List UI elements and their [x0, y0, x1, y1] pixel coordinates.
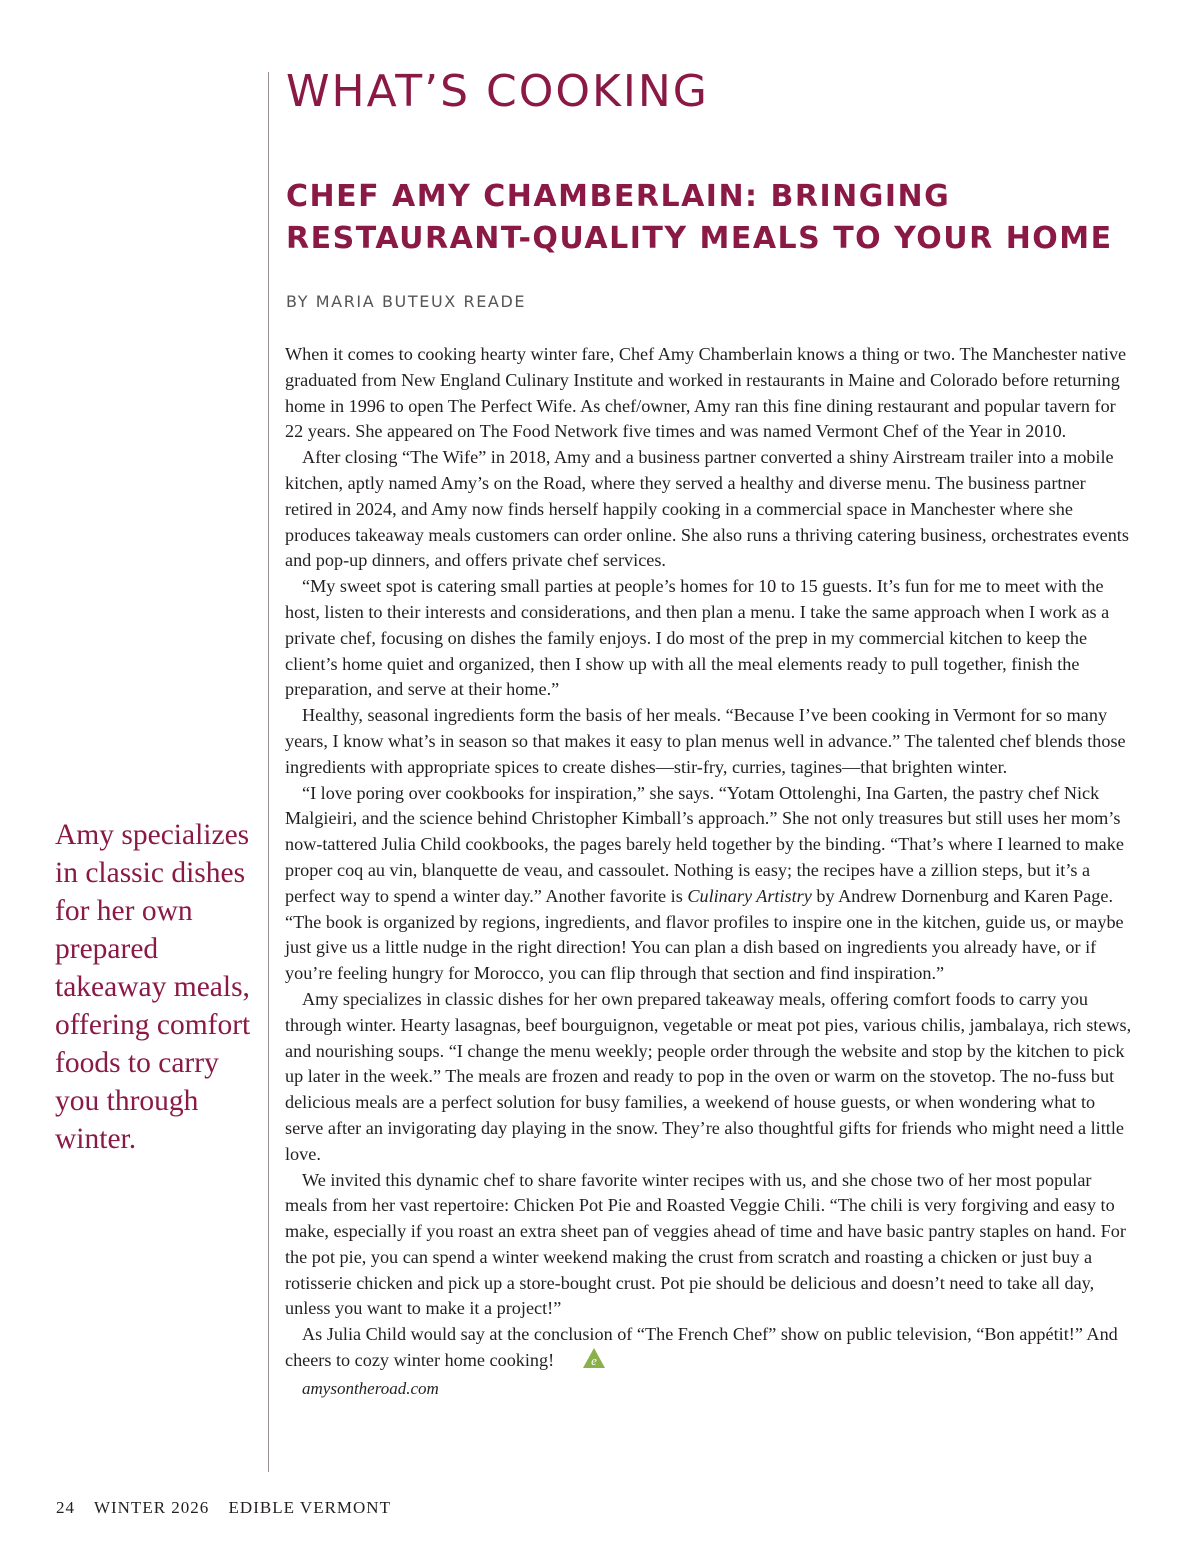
- paragraph: We invited this dynamic chef to share favorite winter recipes with us, and she chose two of her most popular meals from her vast repertoire: Chicken Pot Pie and Roasted Veggie Chili. “The chili is very forgiving and easy to make, especially if you roast an extra sheet pan of veggies ahead of time and have basic pantry staples on hand. For the pot pie, you can spend a winter weekend making the crust from scratch and roasting a chicken or just buy a rotisserie chicken and pick up a store-bought crust. Pot pie should be delicious and doesn’t need to take all day, unless you want to make it a project!”: [285, 1169, 1126, 1319]
- website-link[interactable]: amysontheroad.com: [302, 1378, 439, 1398]
- svg-text:e: e: [591, 1353, 598, 1369]
- paragraph: After closing “The Wife” in 2018, Amy and a business partner converted a shiny Airstream trailer into a mobile kitchen, aptly named Amy’s on the Road, where they served a healthy and diverse menu. The business partner retired in 2024, and Amy now finds herself happily cooking in a commercial space in Manchester where she produces takeaway meals customers can order online. She also runs a thriving catering business, orchestrates events and pop-up dinners, and offers private chef services.: [285, 447, 1129, 571]
- book-title: Culinary Artistry: [687, 885, 812, 906]
- closing-paragraph: [285, 1322, 1135, 1376]
- vertical-rule: [268, 72, 269, 1472]
- paragraph: Amy specializes in classic dishes for her own prepared takeaway meals, offering comfort foods to carry you through winter. Hearty lasagnas, beef bourguignon, vegetable or meat pot pies, various chilis, jambalaya, rich stews, and nourishing soups. “I change the menu weekly; people order through the website and stop by the kitchen to pick up later in the week.” The meals are frozen and ready to pop in the oven or warm on the stovetop. The no-fuss but delicious meals are a perfect solution for busy families, a weekend of house guests, or when wondering what to serve after an invigorating day playing in the snow. They’re also thoughtful gifts for friends who might need a little love.: [285, 988, 1132, 1164]
- article-body: [285, 342, 1135, 1402]
- paragraph-text: “I love poring over cookbooks for inspiration,” she says. “Yotam Ottolenghi, Ina Garten, the pastry chef Nick Malgieiri, and the science behind Christopher Kimball’s approach.” She not only treasures but still uses her mom’s now-tattered Julia Child cookbooks, the pages barely held together by the binding. “That’s where I learned to make proper coq au vin, blanquette de veau, and cassoulet. Nothing is easy; the recipes have a zillion steps, but it’s a perfect way to spend a winter day.” Another favorite is: [285, 782, 1124, 906]
- page-footer: [56, 1498, 405, 1518]
- page-number: 24: [56, 1498, 75, 1517]
- paragraph: When it comes to cooking hearty winter fare, Chef Amy Chamberlain knows a thing or two. The Manchester native graduated from New England Culinary Institute and worked in restaurants in Maine and Colorado before returning home in 1996 to open The Perfect Wife. As chef/owner, Amy ran this fine dining restaurant and popular tavern for 22 years. She appeared on The Food Network five times and was named Vermont Chef of the Year in 2010.: [285, 344, 1127, 442]
- paragraph: [285, 781, 1135, 987]
- paragraph: “My sweet spot is catering small parties at people’s homes for 10 to 15 guests. It’s fun for me to meet with the host, listen to their interests and considerations, and then plan a menu. I take the same approach when I work as a private chef, focusing on dishes the family enjoys. I do most of the prep in my commercial kitchen to keep the client’s home quiet and organized, then I show up with all the meal elements ready to pull together, finish the preparation, and serve at their home.”: [285, 576, 1110, 700]
- article-headline: CHEF AMY CHAMBERLAIN: BRINGING RESTAURANT-QUALITY MEALS TO YOUR HOME: [286, 179, 1113, 256]
- paragraph: Healthy, seasonal ingredients form the basis of her meals. “Because I’ve been cooking in Vermont for so many years, I know what’s in season so that makes it easy to plan menus well in advance.” The talented chef blends those ingredients with appropriate spices to create dishes—stir-fry, curries, tagines—that brighten winter.: [285, 705, 1126, 777]
- paragraph-text: As Julia Child would say at the conclusion of “The French Chef” show on public television, “Bon appétit!” And cheers to cozy winter home cooking!: [285, 1324, 1118, 1371]
- issue-label: WINTER 2026: [93, 1498, 210, 1517]
- edible-logo-icon: [566, 1348, 605, 1376]
- publication-name: EDIBLE VERMONT: [228, 1498, 391, 1517]
- pull-quote: Amy specializes in classic dishes for her own prepared takeaway meals, offering comfort foods to carry you through winter.: [55, 819, 251, 1155]
- byline: BY MARIA BUTEUX READE: [286, 292, 527, 311]
- section-title: WHAT’S COOKING: [286, 66, 709, 117]
- paragraph-text: by Andrew Dornenburg and Karen Page. “The book is organized by regions, ingredients, and flavor profiles to inspire one in the kitchen, guide us, or maybe just give us a little nudge in the right direction! You can plan a dish based on ingredients you already have, or if you’re feeling hungry for Morocco, you can flip through that section and find inspiration.”: [285, 885, 1124, 984]
